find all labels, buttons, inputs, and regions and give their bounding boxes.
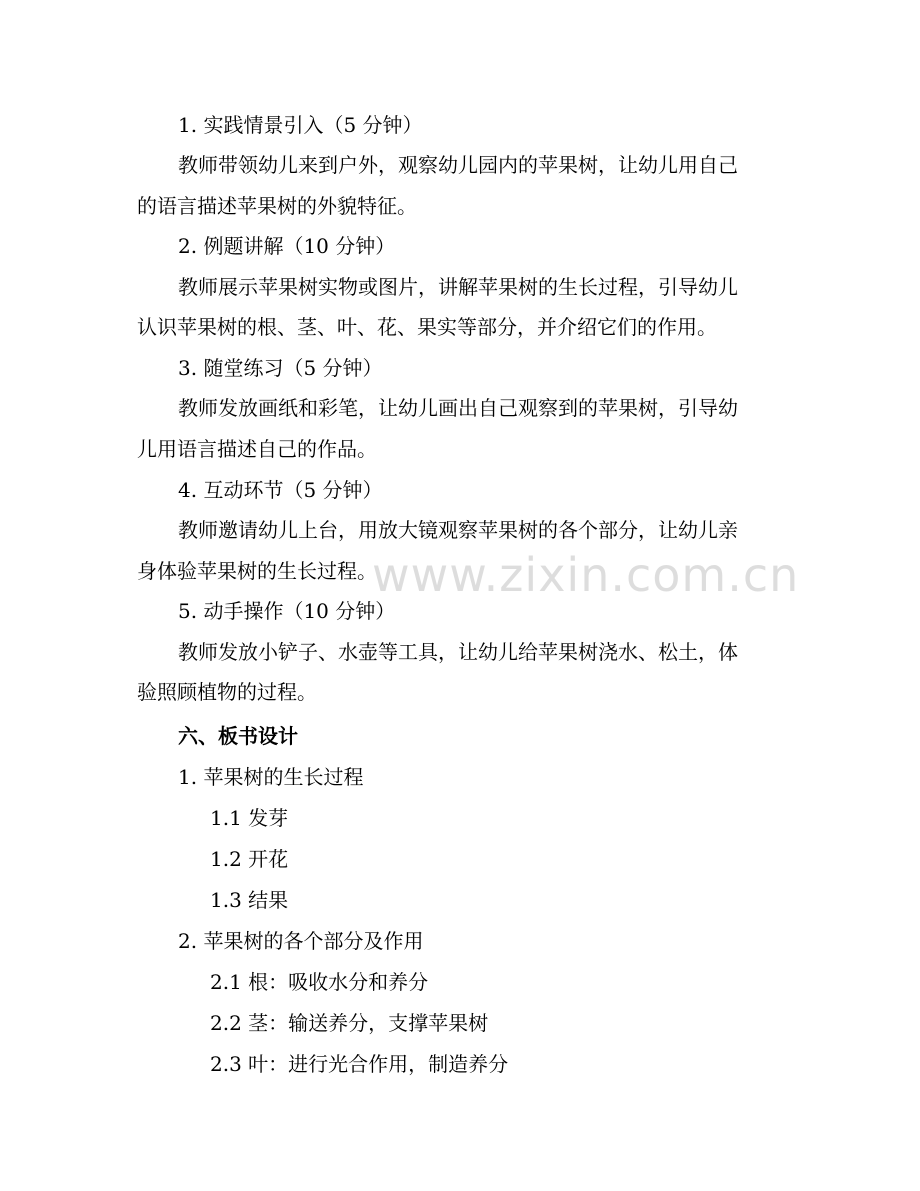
outline-2-title: 2. 苹果树的各个部分及作用	[178, 929, 424, 953]
step-3-text-line-1: 教师发放画纸和彩笔，让幼儿画出自己观察到的苹果树，引导幼	[178, 396, 738, 420]
outline-2-sub-1: 2.1 根：吸收水分和养分	[210, 970, 429, 994]
section-heading: 六、板书设计	[178, 724, 298, 748]
step-5-title: 5. 动手操作（10 分钟）	[178, 599, 396, 623]
step-1-text-line-2: 的语言描述苹果树的外貌特征。	[137, 194, 417, 218]
step-4-text-line-2: 身体验苹果树的生长过程。	[137, 559, 377, 583]
step-1-text-line-1: 教师带领幼儿来到户外，观察幼儿园内的苹果树，让幼儿用自己	[178, 153, 738, 177]
step-4-text-line-1: 教师邀请幼儿上台，用放大镜观察苹果树的各个部分，让幼儿亲	[178, 518, 738, 542]
step-3-text-line-2: 儿用语言描述自己的作品。	[137, 437, 377, 461]
outline-1-sub-1: 1.1 发芽	[210, 806, 289, 830]
step-5-text-line-2: 验照顾植物的过程。	[137, 680, 317, 704]
step-2-title: 2. 例题讲解（10 分钟）	[178, 234, 396, 258]
outline-1-sub-3: 1.3 结果	[210, 888, 289, 912]
watermark: www.zixin.com.cn	[372, 548, 800, 602]
outline-2-sub-3: 2.3 叶：进行光合作用，制造养分	[210, 1052, 509, 1076]
outline-2-sub-2: 2.2 茎：输送养分，支撑苹果树	[210, 1011, 489, 1035]
step-3-title: 3. 随堂练习（5 分钟）	[178, 356, 383, 380]
step-4-title: 4. 互动环节（5 分钟）	[178, 478, 383, 502]
step-2-text-line-2: 认识苹果树的根、茎、叶、花、果实等部分，并介绍它们的作用。	[137, 315, 717, 339]
step-5-text-line-1: 教师发放小铲子、水壶等工具，让幼儿给苹果树浇水、松土，体	[178, 640, 738, 664]
step-2-text-line-1: 教师展示苹果树实物或图片，讲解苹果树的生长过程，引导幼儿	[178, 275, 738, 299]
outline-1-sub-2: 1.2 开花	[210, 847, 289, 871]
outline-1-title: 1. 苹果树的生长过程	[178, 765, 364, 789]
step-1-title: 1. 实践情景引入（5 分钟）	[178, 113, 423, 137]
